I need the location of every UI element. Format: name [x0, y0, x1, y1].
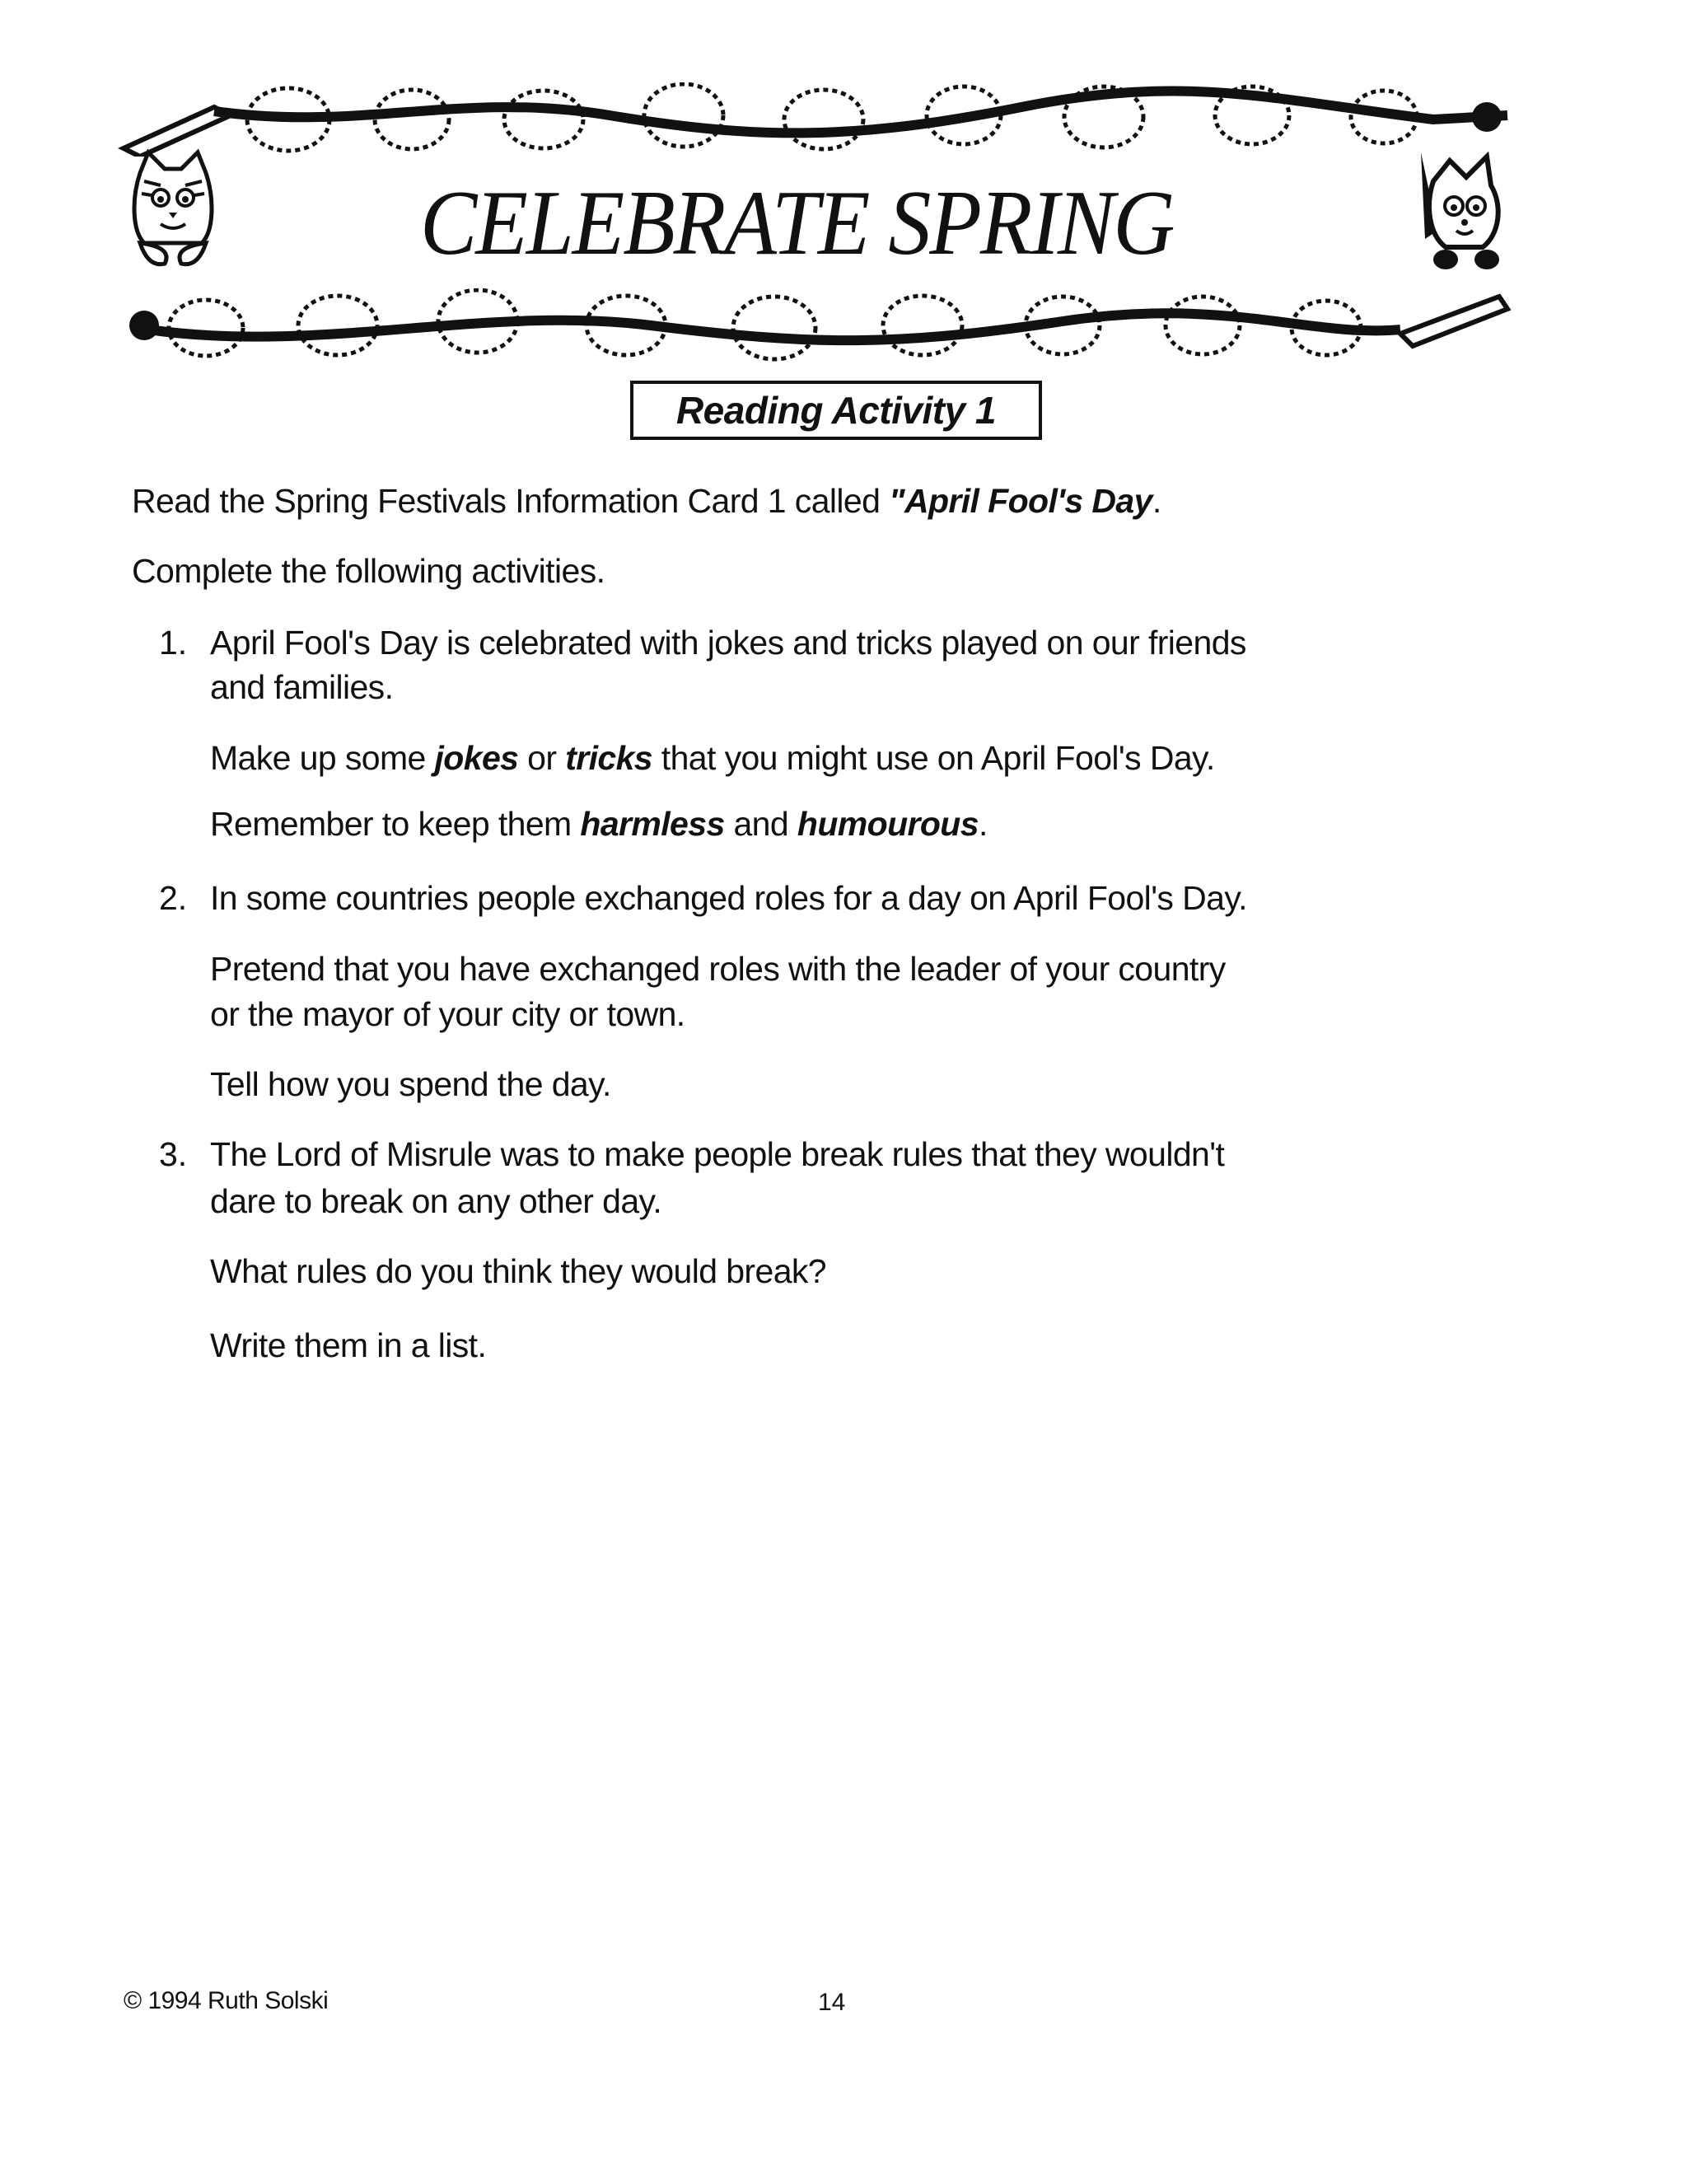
- page-title: CELEBRATE SPRING: [420, 171, 1174, 274]
- black-cat-icon: [1409, 148, 1507, 272]
- header-banner: [115, 82, 1516, 371]
- item-1-line-2: and families.: [210, 668, 394, 706]
- item-2-sub-2: or the mayor of your city or town.: [210, 995, 685, 1033]
- pussy-willow-bottom-border-icon: [115, 288, 1516, 362]
- card-title: "April Fool's Day: [889, 482, 1152, 520]
- item-number: 3.: [159, 1135, 188, 1173]
- item-3-line-1: The Lord of Misrule was to make people break rules that they wouldn't: [210, 1135, 1225, 1173]
- activity-label: Reading Activity 1: [675, 389, 997, 432]
- intro-instruction: Read the Spring Festivals Information Card 1 called "April Fool's Day.: [132, 482, 1161, 520]
- item-2-sub-1: Pretend that you have exchanged roles with the leader of your country: [210, 950, 1226, 988]
- item-number: 1.: [159, 624, 188, 662]
- page-number: 14: [818, 1989, 846, 2016]
- item-2-sub-3: Tell how you spend the day.: [210, 1065, 611, 1103]
- copyright-footer: © 1994 Ruth Solski: [124, 1987, 329, 2014]
- item-3-sub-1: What rules do you think they would break?: [210, 1252, 826, 1290]
- item-3-sub-2: Write them in a list.: [210, 1326, 487, 1364]
- pussy-willow-top-border-icon: [115, 82, 1516, 157]
- item-1-line-1: April Fool's Day is celebrated with jokes and tricks played on our friends: [210, 624, 1246, 662]
- item-3-line-2: dare to break on any other day.: [210, 1182, 662, 1220]
- activity-label-box: [630, 381, 1042, 440]
- intro-complete: Complete the following activities.: [132, 552, 605, 590]
- item-1-sub-1: Make up some jokes or tricks that you might use on April Fool's Day.: [210, 739, 1215, 777]
- striped-cat-icon: [124, 148, 222, 272]
- item-2-line-1: In some countries people exchanged roles for a day on April Fool's Day.: [210, 879, 1247, 917]
- item-number: 2.: [159, 879, 188, 917]
- item-1-sub-2: Remember to keep them harmless and humourous.: [210, 805, 988, 843]
